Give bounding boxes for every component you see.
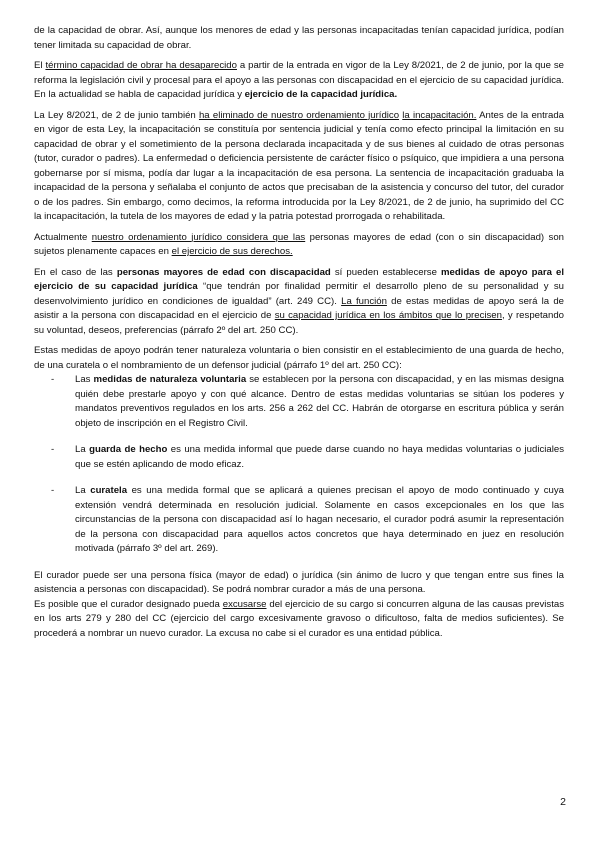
dash-bullet: -	[51, 374, 55, 385]
text-run: Antes de la entrada en vigor de esta Ley, la incapacitación se constituía por sentencia judicial y tenía como efecto principal la limitación en su capacidad de obrar y el sometimiento de la persona declarada incapacitada y de sus bienes al cuidado de otras personas (tutor, curador o padres). La enfermedad o deficiencia persistente de carácter físico o psíquico, que impidiera a una persona gobernarse por sí misma, podía dar lugar a la incapacitación de esa persona. La sentencia de incapacitación graduaba la incapacidad de la persona y señalaba el conjunto de actos que precisaban de la asistencia y concurso del tutor, del curador o de los padres. Sin embargo, como decimos, la reforma introducida por la Ley 8/2021, de 2 de junio, ha suprimido del CC la incapacitación, la tutela de los mayores de edad y la patria potestad prorrogada o rehabilitada.	[34, 109, 564, 222]
bold-text: personas mayores de edad con discapacidad	[116, 266, 331, 278]
text-run: El curador puede ser una persona física (mayor de edad) o jurídica (sin ánimo de lucro y que tengan entre sus fines la asistencia a personas con discapacidad). Se podrá nombrar curador a más de una persona.	[34, 569, 564, 595]
underlined-text: La función	[341, 295, 387, 307]
bold-text: ejercicio de la capacidad jurídica.	[244, 89, 398, 100]
paragraph-incapacitacion-eliminada	[34, 109, 564, 225]
paragraph-excusa-curador	[34, 598, 564, 642]
text-run: se establecen por la persona con discapacidad, y en las mismas designa quién debe prestarle apoyo y con qué alcance. Dentro de estas medidas voluntarias se sitúan los poderes y mandatos preventivos regulados en los arts. 256 a 262 del CC. Habrán de otorgarse en escritura pública y serán objeto de inscripción en el Registro Civil.	[75, 374, 565, 429]
text-run: “que tendrán por finalidad permitir el desarrollo pleno de su personalidad y su desenvolvimiento jurídico en condiciones de igualdad” (art. 249 CC).	[34, 281, 564, 307]
text-run: La	[75, 444, 90, 455]
text-run: de estas medidas de apoyo será la de asistir a la persona con discapacidad en el ejercicio de	[34, 295, 564, 321]
underlined-text: ha eliminado de nuestro ordenamiento jurídico	[198, 109, 400, 121]
bold-text: curatela	[90, 485, 128, 496]
text-run: , y respetando su voluntad, deseos, preferencias (párrafo 2º del art. 250 CC).	[34, 310, 564, 336]
underlined-text: el ejercicio de sus derechos.	[171, 246, 293, 257]
text-run: de la capacidad de obrar. Así, aunque los menores de edad y las personas incapacitadas tenían capacidad jurídica, podían tener limitada su capacidad de obrar.	[34, 25, 564, 51]
paragraph-naturaleza-medidas	[34, 344, 564, 373]
list-item-guarda-hecho	[34, 443, 564, 472]
support-measures-list	[34, 373, 564, 557]
list-item-text	[75, 485, 564, 554]
text-run: Estas medidas de apoyo podrán tener naturaleza voluntaria o bien consistir en el establecimiento de una guarda de hecho, de una curatela o el nombramiento de un defensor judicial (párrafo 1º del art. 250 CC):	[34, 345, 564, 371]
list-item-text	[75, 444, 564, 470]
bold-text: medidas de naturaleza voluntaria	[93, 374, 247, 385]
paragraph-sujetos-capaces	[34, 231, 564, 260]
text-run: del ejercicio de su cargo si concurren alguna de las causas previstas en los arts 279 y 280 del CC (ejercicio del cargo excesivamente gravoso o dificultoso, falta de medios suficientes). Se procederá a nombrar un nuevo curador. La excusa no cabe si el curador es una entidad pública.	[34, 598, 564, 639]
text-run: El	[34, 60, 46, 71]
page-number: 2	[560, 796, 566, 808]
paragraph-capacidad-obrar-intro	[34, 24, 564, 53]
underlined-text: nuestro ordenamiento jurídico considera que las	[91, 231, 306, 243]
paragraph-medidas-apoyo	[34, 266, 564, 339]
bold-text: medidas de apoyo para el ejercicio de su capacidad jurídica	[34, 266, 564, 292]
list-item-text	[75, 374, 564, 429]
list-item-medidas-voluntarias	[34, 373, 564, 431]
text-run: es una medida informal que puede darse cuando no haya medidas voluntarias o judiciales que se estén aplicando de modo eficaz.	[75, 444, 564, 470]
list-item-curatela	[34, 484, 564, 557]
text-run: Es posible que el curador designado pueda	[34, 598, 223, 610]
text-run: a partir de la entrada en vigor de la Ley 8/2021, de 2 de junio, por la que se reforma la legislación civil y procesal para el apoyo a las personas con discapacidad en el ejercicio de su capacidad jurídica. En la actualidad se habla de capacidad jurídica y	[34, 60, 564, 100]
text-run: es una medida formal que se aplicará a quienes precisan el apoyo de modo continuado y cuya extensión vendrá determinada en resolución judicial. Solamente en casos excepcionales en los que las circunstancias de la persona con discapacidad así lo hagan necesario, el curador podrá asumir la representación de la persona con discapacidad para aquellos actos concretos que haya determinado en juez en resolución motivada (párrafo 3º del art. 269).	[75, 485, 564, 554]
document-page	[34, 24, 564, 647]
underlined-text: excusarse	[222, 598, 267, 610]
paragraph-curador-persona	[34, 569, 564, 598]
underlined-text: la incapacitación.	[402, 109, 477, 121]
text-run: Las	[75, 374, 94, 385]
bold-text: guarda de hecho	[89, 444, 168, 455]
text-run: En el caso de las	[34, 266, 117, 278]
dash-bullet: -	[51, 444, 55, 455]
text-run: personas mayores de edad (con o sin discapacidad) son sujetos plenamente capaces en	[34, 231, 564, 257]
text-run: La	[75, 485, 91, 496]
text-run: Actualmente	[34, 231, 92, 243]
dash-bullet: -	[51, 485, 55, 496]
paragraph-termino-desaparecido	[34, 59, 564, 103]
text-run: La Ley 8/2021, de 2 de junio también	[34, 109, 199, 121]
text-run: sí pueden establecerse	[330, 266, 442, 278]
underlined-text: término capacidad de obrar ha desaparecido	[45, 60, 237, 71]
underlined-text: su capacidad jurídica en los ámbitos que lo precisen	[274, 310, 502, 321]
paragraphs	[34, 24, 564, 373]
